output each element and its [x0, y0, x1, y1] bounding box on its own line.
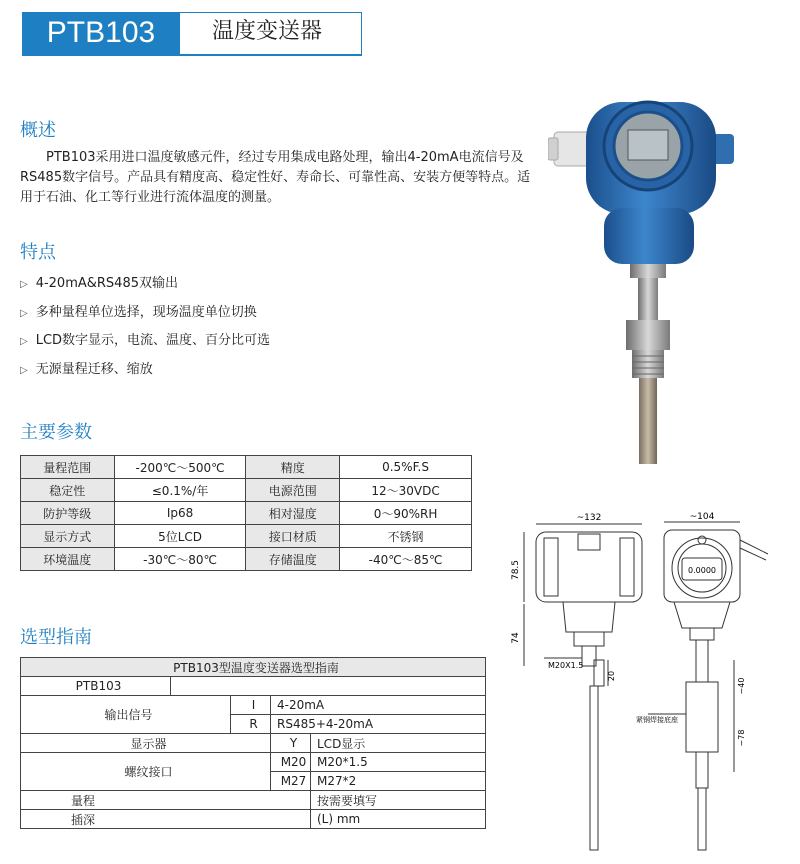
feature-item: [20, 358, 153, 377]
param-key: 量程范围: [21, 456, 115, 479]
table-row: [21, 658, 486, 677]
feature-text: LCD数字显示，电流、温度、百分比可选: [35, 333, 271, 348]
overview-heading: 概述: [20, 120, 56, 141]
side-note: 紧钢焊接底座: [636, 716, 678, 724]
triangle-bullet-icon: ▷: [20, 308, 28, 319]
model-badge: PTB103: [22, 12, 180, 54]
dim-height-base: ~78: [737, 729, 746, 747]
table-row: [21, 502, 472, 525]
param-key: 环境温度: [21, 548, 115, 571]
page-title: 温度变送器: [212, 19, 323, 44]
features-heading: 特点: [20, 242, 56, 263]
table-row: [21, 548, 472, 571]
param-value: 12～30VDC: [340, 479, 472, 502]
param-key: 防护等级: [21, 502, 115, 525]
option-desc: M27*2: [311, 772, 486, 791]
header-underline: [22, 54, 362, 56]
feature-item: [20, 272, 178, 291]
range-label: 量程: [21, 791, 311, 810]
overview-text: PTB103采用进口温度敏感元件，经过专用集成电路处理，输出4-20mA电流信号及RS485数字信号。产品具有精度高、稳定性好、寿命长、可靠性高、安装方便等特点。适用于石油、化工等行业进行流体温度的测量。: [20, 150, 531, 205]
param-key: 存储温度: [246, 548, 340, 571]
table-row: [21, 753, 486, 772]
table-row: [21, 791, 486, 810]
dim-height-neck: 74: [511, 632, 521, 644]
param-key: 接口材质: [246, 525, 340, 548]
triangle-bullet-icon: ▷: [20, 336, 28, 347]
param-value: 0.5%F.S: [340, 456, 472, 479]
param-value: 5位LCD: [114, 525, 246, 548]
thread-note: M20X1.5: [548, 661, 584, 670]
dim-height-housing: 78.5: [511, 559, 521, 581]
option-desc: RS485+4-20mA: [271, 715, 486, 734]
param-key: 显示方式: [21, 525, 115, 548]
param-key: 相对湿度: [246, 502, 340, 525]
option-code: Y: [271, 734, 311, 753]
dim-height-weld: ~40: [737, 677, 746, 695]
option-code: M20: [271, 753, 311, 772]
param-key: 精度: [246, 456, 340, 479]
param-key: 稳定性: [21, 479, 115, 502]
table-row: [21, 525, 472, 548]
option-code: I: [231, 696, 271, 715]
overview-text-block: [20, 148, 540, 208]
dim-height-thread: 20: [607, 670, 616, 682]
selection-model: PTB103: [21, 677, 171, 696]
table-row: [21, 677, 486, 696]
feature-text: 4-20mA&RS485双输出: [35, 276, 178, 291]
dim-width-front: ~132: [576, 513, 602, 523]
range-value: 按需要填写: [311, 791, 486, 810]
table-row: [21, 734, 486, 753]
triangle-bullet-icon: ▷: [20, 279, 28, 290]
option-code: R: [231, 715, 271, 734]
table-row: [21, 456, 472, 479]
param-value: -200℃～500℃: [114, 456, 246, 479]
feature-text: 多种量程单位选择，现场温度单位切换: [35, 305, 257, 320]
table-row: [21, 479, 472, 502]
blank-cell: [171, 677, 486, 696]
params-heading: 主要参数: [20, 422, 92, 443]
selection-table: [20, 657, 486, 829]
feature-text: 无源量程迁移、缩放: [35, 362, 153, 377]
param-value: ≤0.1%/年: [114, 479, 246, 502]
depth-label: 插深: [21, 810, 311, 829]
output-label: 输出信号: [21, 696, 231, 734]
param-key: 电源范围: [246, 479, 340, 502]
option-desc: M20*1.5: [311, 753, 486, 772]
param-value: -40℃～85℃: [340, 548, 472, 571]
option-desc: LCD显示: [311, 734, 486, 753]
thread-label: 螺纹接口: [21, 753, 271, 791]
option-desc: 4-20mA: [271, 696, 486, 715]
selection-caption: PTB103型温度变送器选型指南: [21, 658, 486, 677]
feature-item: [20, 329, 270, 348]
option-code: M27: [271, 772, 311, 791]
params-table: [20, 455, 472, 571]
param-value: 不锈钢: [340, 525, 472, 548]
param-value: 0～90%RH: [340, 502, 472, 525]
table-row: [21, 810, 486, 829]
table-row: [21, 696, 486, 715]
feature-item: [20, 301, 257, 320]
selection-heading: 选型指南: [20, 627, 92, 648]
depth-value: (L) mm: [311, 810, 486, 829]
param-value: Ip68: [114, 502, 246, 525]
display-label: 显示器: [21, 734, 271, 753]
dimension-drawing: [508, 510, 798, 860]
transmitter-photo: [548, 88, 748, 468]
dim-width-side: ~104: [689, 512, 715, 522]
param-value: -30℃～80℃: [114, 548, 246, 571]
lcd-reading: 0.0000: [688, 566, 716, 575]
triangle-bullet-icon: ▷: [20, 365, 28, 376]
